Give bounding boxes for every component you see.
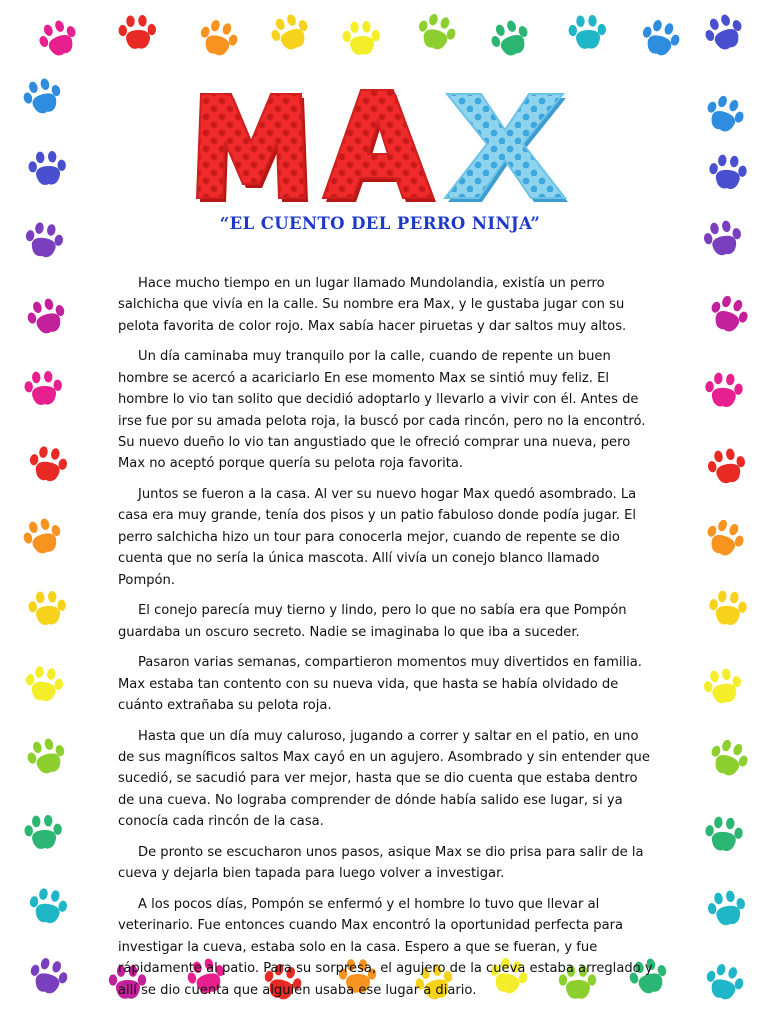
letter-x — [445, 94, 568, 202]
story-paragraph: A los pocos días, Pompón se enfermó y el hombre lo tuvo que llevar al veterinario. Fue entonces cuando Max encontró la oportunidad perfecta para investigar la cueva, estaba solo en la casa. Espero a que se fueran, y fue rápidamente al patio. Para su sorpresa, el agujero de la cueva estaba arreglado y allí se dio cuenta que alguien usaba ese lugar a diario. — [118, 896, 653, 998]
paw-print-icon — [28, 590, 67, 625]
paw-print-icon — [702, 516, 749, 560]
paw-print-icon — [487, 16, 534, 60]
paw-print-icon — [23, 664, 65, 703]
paw-print-icon — [638, 17, 683, 60]
paw-print-icon — [701, 218, 744, 258]
paw-print-icon — [704, 816, 744, 853]
story-body — [118, 273, 654, 1010]
letter-m — [197, 94, 308, 202]
paw-print-icon — [701, 666, 744, 706]
paw-print-icon — [24, 370, 63, 405]
paw-print-icon — [35, 16, 82, 60]
paw-print-icon — [20, 75, 65, 117]
paw-print-icon — [705, 888, 748, 928]
paw-print-icon — [196, 17, 241, 60]
paw-print-icon — [24, 814, 63, 849]
paw-print-icon — [568, 15, 607, 50]
paw-print-icon — [702, 92, 749, 136]
paw-print-icon — [704, 372, 744, 409]
paw-print-icon — [708, 154, 748, 191]
paw-print-icon — [28, 150, 67, 185]
paw-print-icon — [24, 735, 69, 777]
story-paragraph: Hasta que un día muy caluroso, jugando a correr y saltar en el patio, en uno de sus magníficos saltos Max cayó en un agujero. Asombrado y sin entender que sucedió, se sacudió para ver mejor, hasta que se dio cuenta que estaba dentro de una cueva. No lograba comprender de dónde había salido ese lugar, si ya conocía cada rincón de la casa. — [118, 728, 650, 830]
paw-print-icon — [24, 295, 69, 337]
paw-print-icon — [23, 220, 65, 259]
paw-print-icon — [701, 10, 748, 54]
paw-print-icon — [267, 10, 314, 54]
paw-print-icon — [706, 292, 753, 336]
paw-print-icon — [708, 590, 748, 627]
story-paragraph: De pronto se escucharon unos pasos, asique Max se dio prisa para salir de la cueva y dejarla bien tapada para luego volver a investigar. — [118, 844, 644, 882]
paw-print-icon — [27, 444, 69, 483]
story-paragraph: Pasaron varias semanas, compartieron momentos muy divertidos en familia. Max estaba tan contento con su nueva vida, que hasta se había olvidado de cuánto extrañaba su pelota roja. — [118, 655, 642, 714]
paw-print-icon — [414, 11, 459, 54]
paw-print-icon — [20, 515, 65, 557]
paw-print-icon — [342, 21, 381, 56]
story-paragraph: El conejo parecía muy tierno y lindo, pero lo que no sabía era que Pompón guardaba un oscuro secreto. Nadie se imaginaba lo que iba a suceder. — [118, 603, 627, 640]
story-paragraph: Un día caminaba muy tranquilo por la calle, cuando de repente un buen hombre se acercó a acariciarlo En ese momento Max se sintió muy feliz. El hombre lo vio tan solito que decidió adoptarlo y llevarlo a vivir con él. Antes de irse fue por su amada pelota roja, la buscó por cada rincón, pero no la encontró. Su nuevo dueño lo vio tan angustiado que le ofreció comprar una nueva, pero Max no aceptó porque quería su pelota roja favorita. — [118, 349, 646, 472]
paw-print-icon — [706, 736, 753, 780]
paw-print-icon — [26, 955, 71, 997]
paw-print-icon — [702, 961, 747, 1003]
letter-a — [323, 90, 436, 202]
paw-print-icon — [118, 15, 157, 50]
paw-print-icon — [27, 886, 69, 925]
story-subtitle: “EL CUENTO DEL PERRO NINJA” — [219, 214, 541, 233]
max-title-logo — [185, 80, 575, 205]
story-paragraph: Juntos se fueron a la casa. Al ver su nuevo hogar Max quedó asombrado. La casa era muy grande, tenía dos pisos y un patio fabuloso donde podía jugar. El perro salchicha hizo un tour para conocerla mejor, cuando de repente se dio cuenta que no sería la única mascota. Allí vivía un conejo blanco llamado Pompón. — [118, 487, 637, 588]
paw-print-icon — [705, 446, 748, 486]
story-paragraph: Hace mucho tiempo en un lugar llamado Mundolandia, existía un perro salchicha que vivía en la calle. Su nombre era Max, y le gustaba jugar con su pelota favorita de color rojo. Max sabía hacer piruetas y dar saltos muy altos. — [118, 276, 627, 334]
